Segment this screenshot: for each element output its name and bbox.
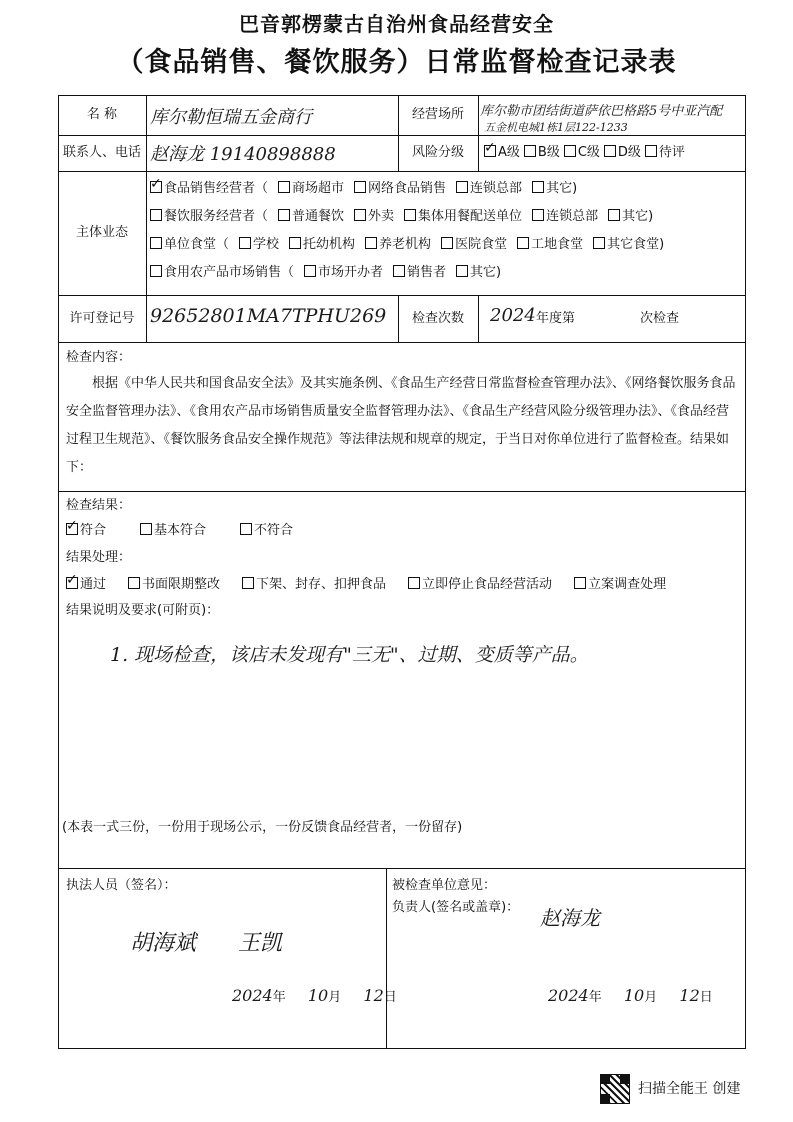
business-place-line2: 五金机电城1栋1层122-1233	[484, 121, 628, 134]
day-unit-left: 日	[383, 990, 397, 1005]
checkbox-option[interactable]	[564, 145, 600, 161]
checkbox-option[interactable]	[404, 209, 522, 225]
contact-value: 赵海龙 19140898888	[150, 144, 336, 165]
checkbox-icon[interactable]	[128, 577, 140, 589]
checked-box-icon[interactable]	[150, 181, 162, 193]
checkbox-label: 养老机构	[379, 237, 432, 252]
checkbox-label: 连锁总部	[470, 181, 523, 196]
business-row-2	[150, 237, 674, 253]
check-result-options	[66, 523, 327, 539]
checkbox-label: D级	[617, 145, 641, 160]
checkbox-icon[interactable]	[645, 145, 657, 157]
checkbox-option[interactable]	[150, 209, 268, 225]
checkbox-option[interactable]	[242, 577, 386, 593]
checkbox-option[interactable]	[604, 145, 641, 161]
checkbox-option[interactable]	[66, 577, 106, 593]
checkbox-icon[interactable]	[456, 265, 468, 277]
checkbox-label: 集体用餐配送单位	[418, 209, 523, 224]
checked-box-icon[interactable]	[66, 577, 78, 589]
checkbox-label: 其它)	[470, 265, 502, 280]
checkbox-option[interactable]	[150, 237, 229, 253]
business-name: 库尔勒恒瑞五金商行	[150, 107, 312, 128]
checkbox-label: 工地食堂	[531, 237, 584, 252]
checkbox-label: 市场开办者	[318, 265, 384, 280]
checkbox-icon[interactable]	[517, 237, 529, 249]
checkbox-icon[interactable]	[524, 145, 536, 157]
business-type-label: 主体业态	[75, 225, 128, 240]
year-unit-right: 年	[588, 990, 602, 1005]
risk-label: 风险分级	[411, 145, 464, 160]
checkbox-option[interactable]	[393, 265, 446, 281]
checkbox-label: 书面限期整改	[142, 577, 221, 592]
responsible-signature: 赵海龙	[540, 906, 600, 930]
contact-label: 联系人、电话	[62, 145, 141, 160]
year-unit-left: 年	[272, 990, 286, 1005]
result-handling-options	[66, 577, 688, 593]
checkbox-option[interactable]	[593, 237, 664, 253]
checkbox-icon[interactable]	[278, 209, 290, 221]
triplicate-note: (本表一式三份，一份用于现场公示，一份反馈食品经营者，一份留存)	[62, 820, 463, 835]
checkbox-label: 不符合	[254, 523, 294, 538]
checkbox-label: 网络食品销售	[368, 181, 447, 196]
checkbox-label: 商场超市	[292, 181, 345, 196]
license-label: 许可登记号	[69, 311, 135, 326]
checkbox-option[interactable]	[456, 265, 501, 281]
checkbox-option[interactable]	[289, 237, 355, 253]
checkbox-label: 立即停止食品经营活动	[422, 577, 553, 592]
checkbox-option[interactable]	[517, 237, 583, 253]
checkbox-label: 其它食堂)	[607, 237, 665, 252]
checkbox-label: 食用农产品市场销售（	[164, 265, 295, 280]
inspector-date-day: 12	[363, 986, 384, 1005]
checkbox-label: 外卖	[368, 209, 395, 224]
checkbox-icon[interactable]	[608, 209, 620, 221]
checkbox-option[interactable]	[365, 237, 431, 253]
qr-code-icon	[600, 1074, 630, 1104]
license-number: 92652801MA7TPHU269	[150, 305, 387, 327]
checkbox-label: 食品销售经营者（	[164, 181, 269, 196]
checkbox-label: 待评	[658, 145, 685, 160]
times-suffix: 次检查	[640, 311, 680, 326]
inspector-signature-2: 王凯	[238, 931, 283, 956]
checkbox-label: 普通餐饮	[292, 209, 345, 224]
checkbox-option[interactable]	[574, 577, 666, 593]
checkbox-option[interactable]	[128, 577, 220, 593]
checkbox-icon[interactable]	[150, 265, 162, 277]
business-row-3	[150, 265, 511, 281]
checkbox-option[interactable]	[524, 145, 560, 161]
checkbox-label: 通过	[80, 577, 107, 592]
result-note-text: 1. 现场检查，该店未发现有"三无"、过期、变质等产品。	[110, 644, 589, 666]
checkbox-option[interactable]	[150, 181, 268, 197]
checkbox-icon[interactable]	[240, 523, 252, 535]
checkbox-icon[interactable]	[564, 145, 576, 157]
inspector-date	[232, 988, 397, 1006]
checkbox-label: 基本符合	[154, 523, 207, 538]
inspector-date-year: 2024	[232, 986, 273, 1005]
inspector-date-month: 10	[307, 986, 329, 1005]
checkbox-icon[interactable]	[532, 181, 544, 193]
checkbox-option[interactable]	[484, 145, 520, 161]
checkbox-option[interactable]	[354, 181, 446, 197]
checkbox-label: 销售者	[407, 265, 447, 280]
year-suffix: 年度第	[536, 311, 576, 326]
checkbox-label: 单位食堂（	[164, 237, 230, 252]
title-line2: （食品销售、餐饮服务）日常监督检查记录表	[116, 47, 677, 78]
scanner-watermark	[600, 1074, 740, 1104]
checkbox-icon[interactable]	[150, 237, 162, 249]
checkbox-option[interactable]	[354, 209, 394, 225]
checkbox-label: 符合	[80, 523, 107, 538]
checkbox-icon[interactable]	[604, 145, 616, 157]
day-unit-right: 日	[699, 990, 713, 1005]
inspected-date-month: 10	[623, 986, 645, 1005]
checkbox-icon[interactable]	[140, 523, 152, 535]
inspector-signature-1: 胡海斌	[130, 931, 197, 956]
checkbox-option[interactable]	[240, 523, 293, 539]
result-handling-label: 结果处理：	[66, 550, 132, 565]
checkbox-label: 餐饮服务经营者（	[164, 209, 269, 224]
checkbox-option[interactable]	[304, 265, 383, 281]
checkbox-option[interactable]	[150, 265, 294, 281]
inspected-opinion-label: 被检查单位意见：	[392, 878, 497, 893]
risk-options	[484, 145, 689, 161]
checkbox-option[interactable]	[140, 523, 206, 539]
business-row-1	[150, 209, 663, 225]
checkbox-icon[interactable]	[150, 209, 162, 221]
checkbox-label: 立案调查处理	[588, 577, 667, 592]
checkbox-label: 医院食堂	[455, 237, 508, 252]
checked-box-icon[interactable]	[484, 145, 496, 157]
checkbox-label: C级	[577, 145, 600, 160]
checkbox-icon[interactable]	[242, 577, 254, 589]
business-place-line1: 库尔勒市团结街道萨依巴格路5号中亚汽配	[480, 104, 723, 119]
checkbox-icon[interactable]	[593, 237, 605, 249]
checkbox-icon[interactable]	[456, 181, 468, 193]
checkbox-label: A级	[498, 145, 520, 160]
place-label: 经营场所	[411, 107, 464, 122]
checkbox-option[interactable]	[608, 209, 653, 225]
checkbox-option[interactable]	[532, 181, 577, 197]
checkbox-option[interactable]	[239, 237, 279, 253]
checkbox-label: 托幼机构	[303, 237, 356, 252]
checkbox-option[interactable]	[441, 237, 507, 253]
checkbox-label: 连锁总部	[546, 209, 599, 224]
check-count-label: 检查次数	[411, 311, 464, 326]
scanner-text: 扫描全能王 创建	[638, 1081, 741, 1097]
check-year: 2024	[490, 305, 536, 326]
checkbox-label: 其它)	[546, 181, 578, 196]
checkbox-option[interactable]	[408, 577, 552, 593]
month-unit-right: 月	[644, 990, 658, 1005]
checkbox-icon[interactable]	[239, 237, 251, 249]
checked-box-icon[interactable]	[66, 523, 78, 535]
checkbox-option[interactable]	[66, 523, 106, 539]
checkbox-option[interactable]	[645, 145, 685, 161]
checkbox-icon[interactable]	[393, 265, 405, 277]
business-row-0	[150, 181, 587, 197]
result-note-label: 结果说明及要求(可附页)：	[66, 603, 220, 618]
checkbox-icon[interactable]	[404, 209, 416, 221]
checkbox-icon[interactable]	[354, 181, 366, 193]
checkbox-option[interactable]	[278, 209, 344, 225]
checkbox-icon[interactable]	[354, 209, 366, 221]
checkbox-label: 学校	[253, 237, 280, 252]
checkbox-icon[interactable]	[289, 237, 301, 249]
checkbox-icon[interactable]	[532, 209, 544, 221]
inspected-date-year: 2024	[548, 986, 589, 1005]
checkbox-icon[interactable]	[574, 577, 586, 589]
inspected-date-day: 12	[679, 986, 700, 1005]
checkbox-icon[interactable]	[365, 237, 377, 249]
checkbox-option[interactable]	[278, 181, 344, 197]
check-result-label: 检查结果：	[66, 498, 132, 513]
checkbox-option[interactable]	[456, 181, 522, 197]
check-content-text: 根据《中华人民共和国食品安全法》及其实施条例、《食品生产经营日常监督检查管理办法》、《网络餐饮服务食品安全监督管理办法》、《食用农产品市场销售质量安全监督管理办法》、《食品生产经营风险分级管理办法》、《食品经营过程卫生规范》、《餐饮服务食品安全操作规范》等法律法规和规章的规定，于当日对你单位进行了监督检查。结果如下：	[66, 376, 736, 475]
checkbox-icon[interactable]	[408, 577, 420, 589]
checkbox-option[interactable]	[532, 209, 598, 225]
month-unit-left: 月	[328, 990, 342, 1005]
title-line1: 巴音郭楞蒙古自治州食品经营安全	[239, 12, 554, 36]
name-label: 名 称	[86, 107, 118, 122]
inspected-date	[548, 988, 713, 1006]
checkbox-label: 其它)	[622, 209, 654, 224]
inspector-label: 执法人员（签名）：	[66, 878, 177, 893]
checkbox-icon[interactable]	[441, 237, 453, 249]
checkbox-icon[interactable]	[278, 181, 290, 193]
checkbox-label: B级	[537, 145, 560, 160]
checkbox-label: 下架、封存、扣押食品	[256, 577, 387, 592]
checkbox-icon[interactable]	[304, 265, 316, 277]
check-content-label: 检查内容：	[66, 350, 132, 365]
responsible-label: 负责人(签名或盖章)：	[392, 900, 520, 915]
